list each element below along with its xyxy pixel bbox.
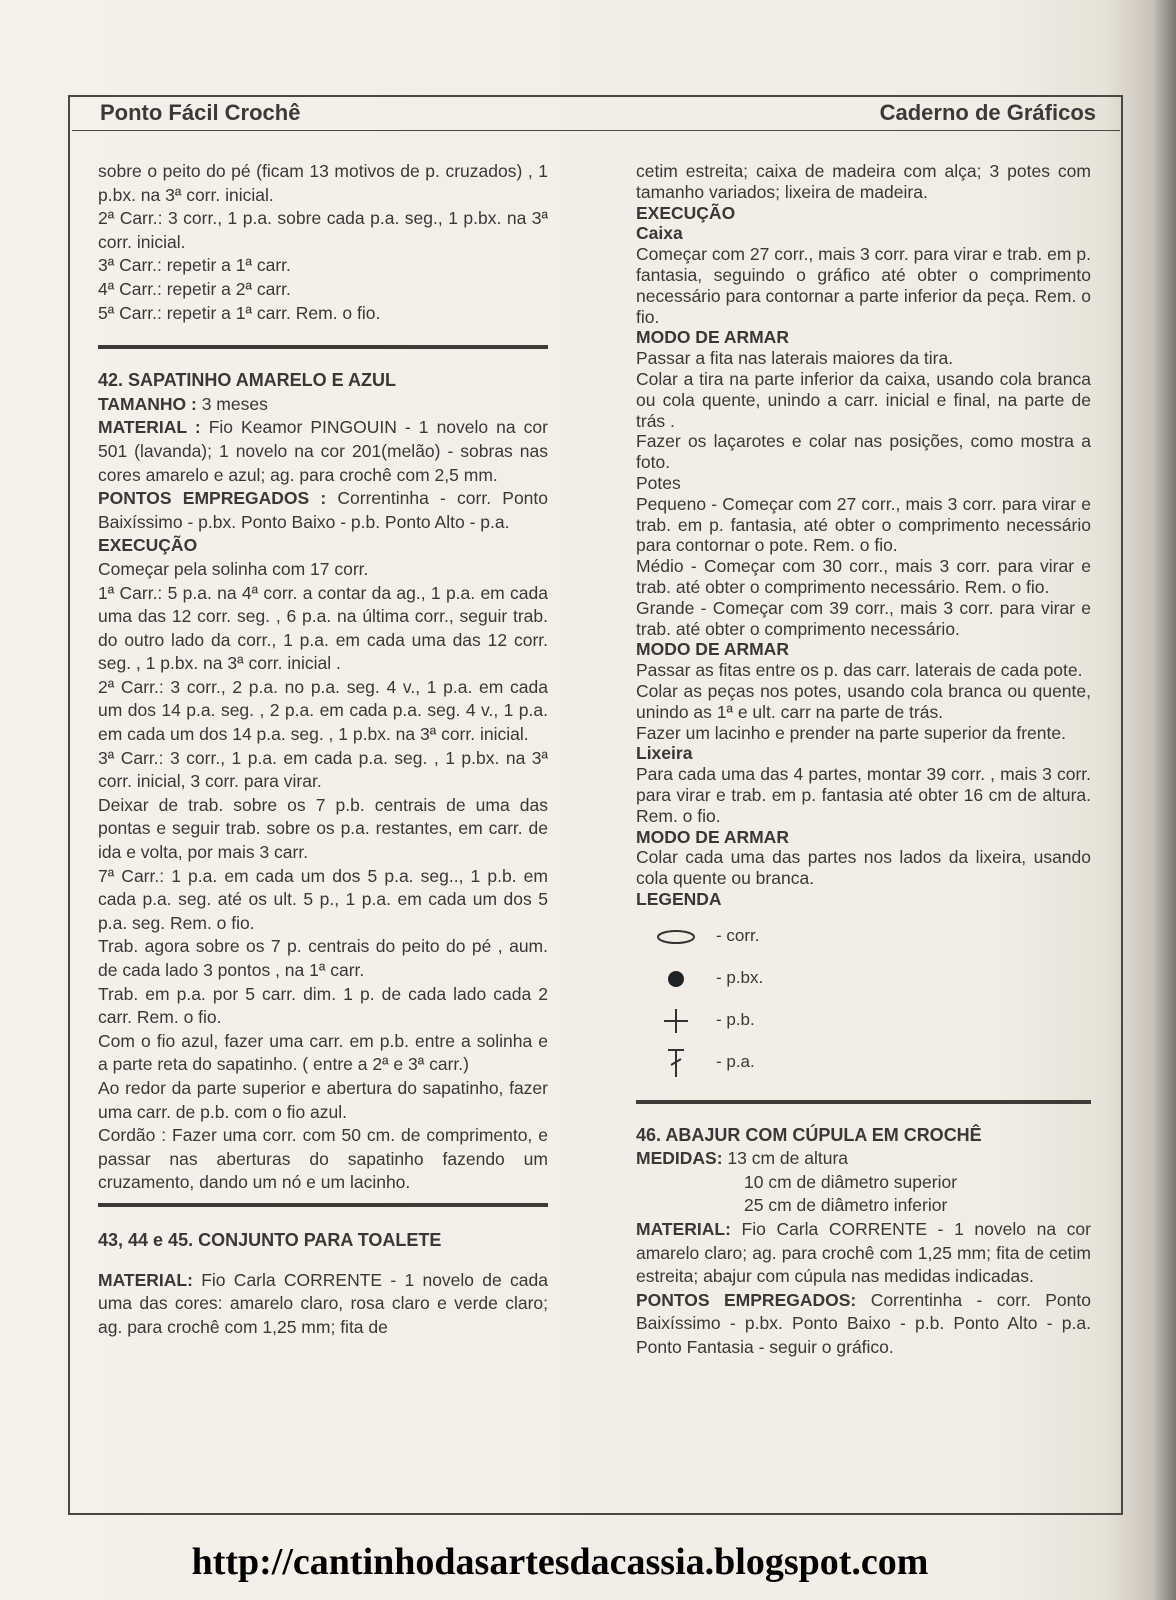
right-column xyxy=(636,161,1091,1360)
material-label: MATERIAL : xyxy=(98,417,201,438)
assembly-heading: MODO DE ARMAR xyxy=(636,826,789,847)
material-value: Fio Carla CORRENTE - 1 novelo na cor amarelo claro; ag. para crochê com 1,25 mm; fita de cetim estreita; abajur com cúpula nas medidas indicadas. xyxy=(636,1219,1091,1287)
stitches-value: Correntinha - corr. Ponto Baixíssimo - p.bx. Ponto Baixo - p.b. Ponto Alto - p.a. xyxy=(98,488,549,532)
section-43-title: 43, 44 e 45. CONJUNTO PARA TOALETE xyxy=(98,1229,442,1250)
box-text: Começar com 27 corr., mais 3 corr. para virar e trab. em p. fantasia, seguindo o gráfico até obter o comprimento necessário para contornar a parte inferior da peça. Rem. o fio. xyxy=(636,244,1091,327)
size-line xyxy=(98,393,548,417)
legend-text: - p.bx. xyxy=(716,968,764,988)
step: 3ª Carr.: 3 corr., 1 p.a. em cada p.a. seg. , 1 p.bx. na 3ª corr. inicial, 3 corr. para virar. xyxy=(98,747,548,792)
legend-text: - p.b. xyxy=(716,1010,755,1030)
legend-item xyxy=(636,1042,1091,1084)
legend-item xyxy=(636,958,1091,1000)
measure-value: 25 cm de diâmetro inferior xyxy=(744,1195,948,1216)
legend-heading: LEGENDA xyxy=(636,888,722,909)
pot-step: Pequeno - Começar com 27 corr., mais 3 corr. para virar e trab. em p. fantasia, até obter o comprimento necessário para contornar o pote. Rem. o fio. xyxy=(636,493,1091,556)
size-label: TAMANHO : xyxy=(98,393,197,414)
assembly-step: Passar a fita nas laterais maiores da tira. xyxy=(636,348,954,369)
material-label: MATERIAL: xyxy=(98,1269,193,1290)
material-value: Fio Carla CORRENTE - 1 novelo de cada uma das cores: amarelo claro, rosa claro e verde claro; ag. para crochê com 1,25 mm; fita de xyxy=(98,1269,548,1337)
pots-heading: Potes xyxy=(636,472,681,493)
filled-dot-icon xyxy=(636,969,716,989)
material-label: MATERIAL: xyxy=(636,1219,731,1240)
legend-text: - corr. xyxy=(716,926,760,946)
assembly-step: Passar as fitas entre os p. das carr. laterais de cada pote. xyxy=(636,660,1083,681)
chain-oval-icon xyxy=(636,929,716,945)
assembly-heading: MODO DE ARMAR xyxy=(636,327,789,348)
continued-material: cetim estreita; caixa de madeira com alça; 3 potes com tamanho variados; lixeira de madeira. xyxy=(636,161,1091,202)
assembly-step: Fazer os laçarotes e colar nas posições, como mostra a foto. xyxy=(636,431,1091,473)
step: Cordão : Fazer uma corr. com 50 cm. de comprimento, e passar nas aberturas do sapatinho fazendo um cruzamento, dando um nó e um lacinho. xyxy=(98,1125,548,1193)
tall-t-icon xyxy=(636,1047,716,1079)
execution-heading: EXECUÇÃO xyxy=(98,535,198,556)
measures-label: MEDIDAS: xyxy=(636,1148,723,1169)
measure-value: 10 cm de diâmetro superior xyxy=(744,1171,958,1192)
measures-line xyxy=(636,1147,1091,1171)
pot-step: Grande - Começar com 39 corr., mais 3 corr. para virar e trab. até obter o comprimento necessário. xyxy=(636,597,1091,639)
legend-item xyxy=(636,916,1091,958)
stitches-label: PONTOS EMPREGADOS: xyxy=(636,1289,857,1310)
legend-text: - p.a. xyxy=(716,1052,755,1072)
stitches-label: PONTOS EMPREGADOS : xyxy=(98,488,327,509)
section-42-title: 42. SAPATINHO AMARELO E AZUL xyxy=(98,370,397,391)
assembly-step: Fazer um lacinho e prender na parte superior da frente. xyxy=(636,722,1066,743)
assembly-step: Colar a tira na parte inferior da caixa, usando cola branca ou cola quente, unindo a carr. inicial e final, na parte de trás . xyxy=(636,368,1091,431)
material-line xyxy=(98,416,548,487)
stitches-line xyxy=(636,1289,1091,1360)
measure-value: 13 cm de altura xyxy=(727,1148,849,1169)
pot-step: Médio - Começar com 30 corr., mais 3 corr. para virar e trab. até obter o comprimento necessário. Rem. o fio. xyxy=(636,556,1091,597)
stitches-line xyxy=(98,487,548,534)
blog-url: http://cantinhodasartesdacassia.blogspot.com xyxy=(191,1541,929,1583)
intro-line: 5ª Carr.: repetir a 1ª carr. Rem. o fio. xyxy=(98,302,381,323)
box-heading: Caixa xyxy=(636,223,683,244)
assembly-step: Colar as peças nos potes, usando cola branca ou quente, unindo as 1ª e ult. carr na parte de trás. xyxy=(636,680,1091,722)
step: 1ª Carr.: 5 p.a. na 4ª corr. a contar da ag., 1 p.a. em cada uma das 12 corr. seg. , 6 p.a. na última corr., seguir trab. do outro lado da corr., 1 p.a. em cada uma das 12 corr. seg. , 1 p.bx. na 3ª corr. inicial . xyxy=(98,582,548,674)
left-column xyxy=(98,160,548,1339)
assembly-heading: MODO DE ARMAR xyxy=(636,639,789,660)
step: Começar pela solinha com 17 corr. xyxy=(98,558,369,579)
step: Com o fio azul, fazer uma carr. em p.b. entre a solinha e a parte reta do sapatinho. ( entre a 2ª e 3ª carr.) xyxy=(98,1030,548,1075)
bin-heading: Lixeira xyxy=(636,743,693,764)
material-value: Fio Keamor PINGOUIN - 1 novelo na cor 501 (lavanda); 1 novelo na cor 201(melão) - sobras nas cores amarelo e azul; ag. para crochê com 2,5 mm. xyxy=(98,417,548,485)
legend-item xyxy=(636,1000,1091,1042)
header-right-title: Caderno de Gráficos xyxy=(879,100,1096,125)
legend xyxy=(636,916,1091,1084)
step: Trab. agora sobre os 7 p. centrais do peito do pé , aum. de cada lado 3 pontos , na 1ª carr. xyxy=(98,936,548,980)
intro-line: 3ª Carr.: repetir a 1ª carr. xyxy=(98,255,291,276)
step: Ao redor da parte superior e abertura do sapatinho, fazer uma carr. de p.b. com o fio azul. xyxy=(98,1077,548,1122)
step: Deixar de trab. sobre os 7 p.b. centrais de uma das pontas e seguir trab. sobre os p.a. restantes, em carr. de ida e volta, por mais 3 carr. xyxy=(98,794,548,863)
header-rule xyxy=(72,130,1120,131)
step: Trab. em p.a. por 5 carr. dim. 1 p. de cada lado cada 2 carr. Rem. o fio. xyxy=(98,983,548,1028)
intro-line: 2ª Carr.: 3 corr., 1 p.a. sobre cada p.a. seg., 1 p.bx. na 3ª corr. inicial. xyxy=(98,208,548,252)
step: 7ª Carr.: 1 p.a. em cada um dos 5 p.a. seg.., 1 p.b. em cada p.a. seg. até os ult. 5 p., 1 p.a. em cada um dos 5 p.a. seg. Rem. o fio. xyxy=(98,865,548,933)
size-value: 3 meses xyxy=(201,393,268,414)
execution-heading: EXECUÇÃO xyxy=(636,202,736,223)
material-line xyxy=(98,1269,548,1340)
bin-text: Para cada uma das 4 partes, montar 39 corr. , mais 3 corr. para virar e trab. em p. fantasia até obter 16 cm de altura. Rem. o fio. xyxy=(636,764,1091,826)
material-line xyxy=(636,1218,1091,1289)
stitches-value: Correntinha - corr. Ponto Baixíssimo - p.bx. Ponto Baixo - p.b. Ponto Alto - p.a. Ponto Fantasia - seguir o gráfico. xyxy=(636,1289,1091,1358)
intro-line: 4ª Carr.: repetir a 2ª carr. xyxy=(98,278,291,299)
plus-cross-icon xyxy=(636,1008,716,1034)
intro-line: sobre o peito do pé (ficam 13 motivos de p. cruzados) , 1 p.bx. na 3ª corr. inicial. xyxy=(98,161,548,205)
step: 2ª Carr.: 3 corr., 2 p.a. no p.a. seg. 4 v., 1 p.a. em cada um dos 14 p.a. seg. , 2 p.a. em cada p.a. seg. 4 v., 1 p.a. em cada um dos 14 p.a. seg. , 1 p.bx. na 3ª corr. inicial. xyxy=(98,676,548,745)
header-left-title: Ponto Fácil Crochê xyxy=(100,100,301,125)
assembly-step: Colar cada uma das partes nos lados da lixeira, usando cola quente ou branca. xyxy=(636,847,1091,889)
section-46-title: 46. ABAJUR COM CÚPULA EM CROCHÊ xyxy=(636,1124,982,1145)
